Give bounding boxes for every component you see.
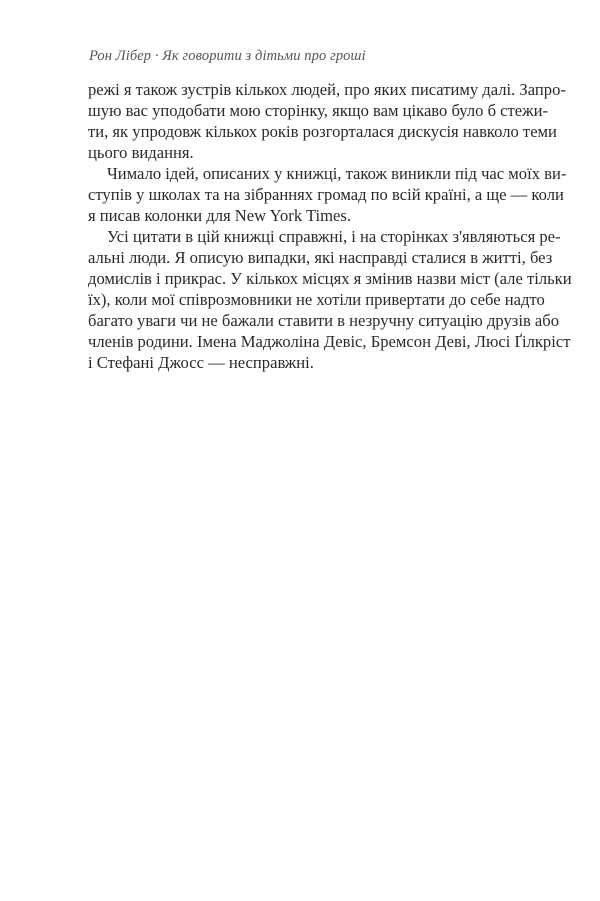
paragraph-2 (88, 163, 567, 226)
text-line: домислів і прикрас. У кількох місцях я змінив назви міст (але тільки (88, 269, 572, 288)
text-line: режі я також зустрів кількох людей, про яких писатиму далі. Запро- (88, 80, 566, 99)
text-line: альні люди. Я описую випадки, які насправді сталися в житті, без (88, 248, 553, 267)
running-head: Рон Лібер · Як говорити з дітьми про гроші (89, 48, 366, 64)
text-line: Чимало ідей, описаних у книжці, також виникли під час моїх ви- (107, 164, 567, 183)
text-line: цього видання. (88, 143, 194, 162)
text-line: ступів у школах та на зібраннях громад по всій країні, а ще — коли (88, 185, 564, 204)
text-line: багато уваги чи не бажали ставити в незручну ситуацію друзів або (88, 311, 560, 330)
text-line: їх), коли мої співрозмовники не хотіли привертати до себе надто (88, 290, 545, 309)
text-line: Усі цитати в цій книжці справжні, і на сторінках з'являються ре- (107, 227, 561, 246)
text-line: ти, як упродовж кількох років розгорталася дискусія навколо теми (88, 122, 557, 141)
text-line: шую вас уподобати мою сторінку, якщо вам цікаво було б стежи- (88, 101, 549, 120)
text-line: і Стефані Джосс — несправжні. (88, 353, 314, 372)
text-line: я писав колонки для New York Times. (88, 206, 352, 225)
body-text (88, 79, 572, 373)
text-line: членів родини. Імена Маджоліна Девіс, Бремсон Деві, Люсі Ґілкріст (88, 332, 571, 351)
paragraph-3 (88, 226, 572, 373)
paragraph-1 (88, 79, 566, 163)
